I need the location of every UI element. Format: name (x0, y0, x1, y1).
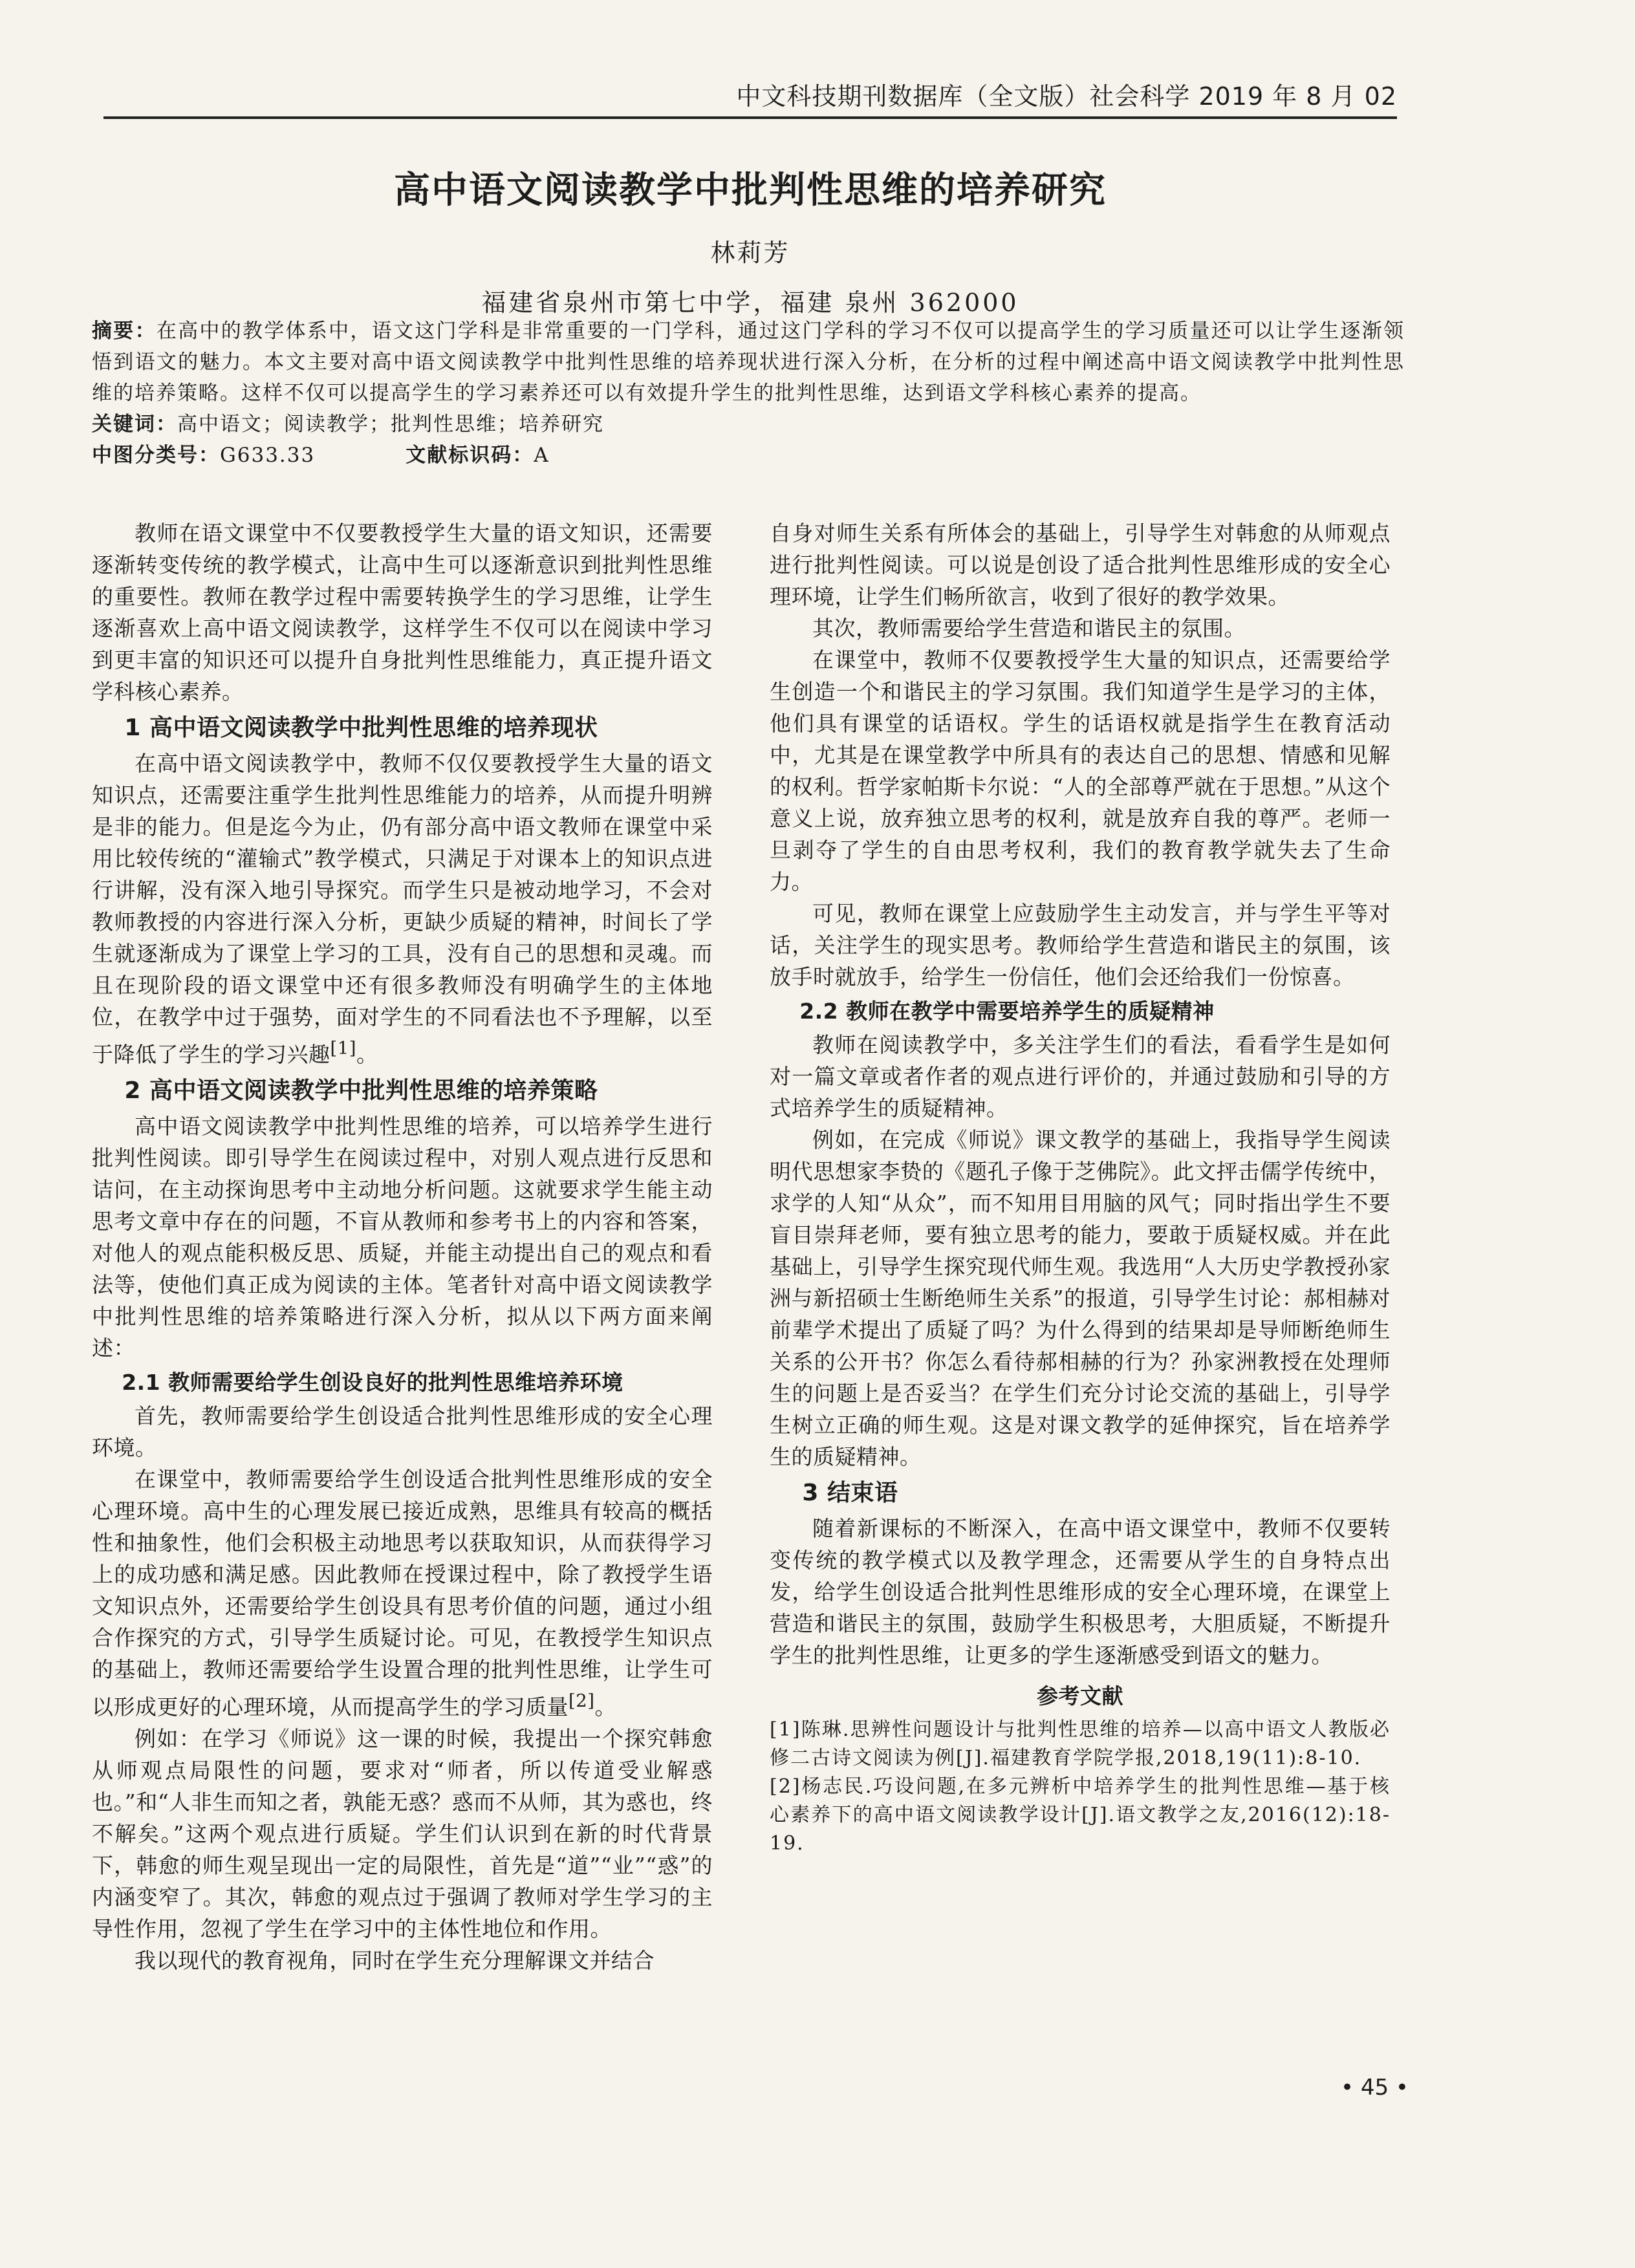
intro-paragraph: 教师在语文课堂中不仅要教授学生大量的语文知识，还需要逐渐转变传统的教学模式，让高中生可以逐渐意识到批判性思维的重要性。教师在教学过程中需要转换学生的学习思维，让学生逐渐喜欢上高中语文阅读教学，这样学生不仅可以在阅读中学习到更丰富的知识还可以提升自身批判性思维能力，真正提升语文学科核心素养。 (92, 521, 713, 704)
section-1-heading: 1 高中语文阅读教学中批判性思维的培养现状 (124, 715, 598, 741)
reference-1: [1]陈琳.思辨性问题设计与批判性思维的培养—以高中语文人教版必修二古诗文阅读为例[J].福建教育学院学报,2018,19(11):8-10. (770, 1718, 1391, 1769)
doc-code-label: 文献标识码： (406, 444, 534, 467)
clc-value: G633.33 (220, 444, 316, 467)
section-1-end: 。 (356, 1042, 378, 1067)
section-2-1-paragraph-4: 我以现代的教育视角，同时在学生充分理解课文并结合 (135, 1948, 655, 1973)
section-2-1-text: 在课堂中，教师需要给学生创设适合批判性思维形成的安全心理环境。高中生的心理发展已接近成熟，思维具有较高的概括性和抽象性，他们会积极主动地思考以获取知识，从而获得学习上的成功感和满足感。因此教师在授课过程中，除了教授学生语文知识点外，还需要给学生创设具有思考价值的问题，通过小组合作探究的方式，引导学生质疑讨论。可见，在教授学生知识点的基础上，教师还需要给学生设置合理的批判性思维，让学生可以形成更好的心理环境，从而提高学生的学习质量 (92, 1467, 713, 1720)
citation-2: [2] (568, 1690, 595, 1711)
section-2-2-paragraph-1: 教师在阅读教学中，多关注学生们的看法，看看学生是如何对一篇文章或者作者的观点进行评价的，并通过鼓励和引导的方式培养学生的质疑精神。 (770, 1032, 1391, 1121)
section-2-1-heading: 2.1 教师需要给学生创设良好的批判性思维培养环境 (122, 1370, 623, 1395)
abstract (92, 316, 1405, 409)
left-column (92, 517, 713, 1976)
reference-2: [2]杨志民.巧设问题,在多元辨析中培养学生的批判性思维—基于核心素养下的高中语文阅读教学设计[J].语文教学之友,2016(12):18-19. (770, 1775, 1391, 1855)
abstract-text: 在高中的教学体系中，语文这门学科是非常重要的一门学科，通过这门学科的学习不仅可以提高学生的学习质量还可以让学生逐渐领悟到语文的魅力。本文主要对高中语文阅读教学中批判性思维的培养现状进行深入分析，在分析的过程中阐述高中语文阅读教学中批判性思维的培养策略。这样不仅可以提高学生的学习素养还可以有效提升学生的批判性思维，达到语文学科核心素养的提高。 (92, 319, 1405, 405)
right-paragraph-3: 在课堂中，教师不仅要教授学生大量的知识点，还需要给学生创造一个和谐民主的学习氛围。我们知道学生是学习的主体，他们具有课堂的话语权。学生的话语权就是指学生在教育活动中，尤其是在课堂教学中所具有的表达自己的思想、情感和见解的权利。哲学家帕斯卡尔说：“人的全部尊严就在于思想。”从这个意义上说，放弃独立思考的权利，就是放弃自我的尊严。老师一旦剥夺了学生的自由思考权利，我们的教育教学就失去了生命力。 (770, 647, 1391, 894)
right-paragraph-4: 可见，教师在课堂上应鼓励学生主动发言，并与学生平等对话，关注学生的现实思考。教师给学生营造和谐民主的氛围，该放手时就放手，给学生一份信任，他们会还给我们一份惊喜。 (770, 901, 1391, 989)
section-2-1-paragraph-2 (92, 1463, 713, 1723)
section-2-2-heading: 2.2 教师在教学中需要培养学生的质疑精神 (799, 999, 1215, 1024)
doc-code-field (406, 440, 549, 471)
clc-field (92, 440, 315, 471)
conclusion-paragraph: 随着新课标的不断深入，在高中语文课堂中，教师不仅要转变传统的教学模式以及教学理念，还需要从学生的自身特点出发，给学生创设适合批判性思维形成的安全心理环境，在课堂上营造和谐民主的氛围，鼓励学生积极思考，大胆质疑，不断提升学生的批判性思维，让更多的学生逐渐感受到语文的魅力。 (770, 1516, 1391, 1668)
article-title: 高中语文阅读教学中批判性思维的培养研究 (394, 169, 1107, 211)
right-paragraph-2: 其次，教师需要给学生营造和谐民主的氛围。 (812, 616, 1246, 641)
doc-code-value: A (534, 444, 550, 467)
section-1-text: 在高中语文阅读教学中，教师不仅仅要教授学生大量的语文知识点，还需要注重学生批判性思维能力的培养，从而提升明辨是非的能力。但是迄今为止，仍有部分高中语文教师在课堂中采用比较传统的“灌输式”教学模式，只满足于对课本上的知识点进行讲解，没有深入地引导探究。而学生只是被动地学习，不会对教师教授的内容进行深入分析，更缺少质疑的精神，时间长了学生就逐渐成为了课堂上学习的工具，没有自己的思想和灵魂。而且在现阶段的语文课堂中还有很多教师没有明确学生的主体地位，在教学中过于强势，面对学生的不同看法也不予理解，以至于降低了学生的学习兴趣 (92, 751, 713, 1067)
section-1-paragraph (92, 748, 713, 1070)
section-2-paragraph: 高中语文阅读教学中批判性思维的培养，可以培养学生进行批判性阅读。即引导学生在阅读过程中，对别人观点进行反思和诘问，在主动探询思考中主动地分析问题。这就要求学生能主动思考文章中存在的问题，不盲从教师和参考书上的内容和答案，对他人的观点能积极反思、质疑，并能主动提出自己的观点和看法等，使他们真正成为阅读的主体。笔者针对高中语文阅读教学中批判性思维的培养策略进行深入分析，拟从以下两方面来阐述： (92, 1114, 713, 1361)
author-name: 林莉芳 (710, 239, 790, 267)
keywords-label: 关键词： (92, 413, 177, 436)
page-number: • 45 • (1341, 2075, 1409, 2101)
keywords-line (92, 409, 1405, 440)
author-affiliation: 福建省泉州市第七中学，福建 泉州 362000 (481, 288, 1019, 317)
section-2-1-end: 。 (594, 1694, 616, 1720)
citation-1: [1] (330, 1038, 356, 1059)
section-2-2-paragraph-2: 例如，在完成《师说》课文教学的基础上，我指导学生阅读明代思想家李贽的《题孔子像于芝佛院》。此文抨击儒学传统中，求学的人知“从众”，而不知用目用脑的风气；同时指出学生不要盲目崇拜老师，要有独立思考的能力，要敢于质疑权威。并在此基础上，引导学生探究现代师生观。我选用“人大历史学教授孙家洲与新招硕士生断绝师生关系”的报道，引导学生讨论：郝相赫对前辈学术提出了质疑了吗？为什么得到的结果却是导师断绝师生关系的公开书？你怎么看待郝相赫的行为？孙家洲教授在处理师生的问题上是否妥当？在学生们充分讨论交流的基础上，引导学生树立正确的师生观。这是对课文教学的延伸探究，旨在培养学生的质疑精神。 (770, 1127, 1391, 1469)
abstract-label: 摘要： (92, 319, 157, 343)
continued-paragraph: 自身对师生关系有所体会的基础上，引导学生对韩愈的从师观点进行批判性阅读。可以说是创设了适合批判性思维形成的安全心理环境，让学生们畅所欲言，收到了很好的教学效果。 (770, 521, 1391, 609)
classification-line (92, 440, 1405, 471)
keywords-text: 高中语文；阅读教学；批判性思维；培养研究 (177, 413, 604, 436)
header-rule (103, 116, 1397, 119)
section-2-heading: 2 高中语文阅读教学中批判性思维的培养策略 (124, 1077, 598, 1104)
references-heading: 参考文献 (1037, 1683, 1123, 1709)
section-3-heading: 3 结束语 (802, 1480, 898, 1506)
section-2-1-paragraph-3: 例如：在学习《师说》这一课的时候，我提出一个探究韩愈从师观点局限性的问题，要求对“师者，所以传道受业解惑也。”和“人非生而知之者，孰能无惑？惑而不从师，其为惑也，终不解矣。”这两个观点进行质疑。学生们认识到在新的时代背景下，韩愈的师生观呈现出一定的局限性，首先是“道”“业”“惑”的内涵变窄了。其次，韩愈的观点过于强调了教师对学生学习的主导性作用，忽视了学生在学习中的主体性地位和作用。 (92, 1726, 713, 1941)
title-block (103, 162, 1397, 318)
right-column (770, 517, 1391, 1858)
clc-label: 中图分类号： (92, 444, 220, 467)
section-2-1-paragraph-1: 首先，教师需要给学生创设适合批判性思维形成的安全心理环境。 (92, 1403, 713, 1460)
running-header: 中文科技期刊数据库（全文版）社会科学 2019 年 8 月 02 (736, 82, 1397, 111)
abstract-block (92, 316, 1405, 471)
